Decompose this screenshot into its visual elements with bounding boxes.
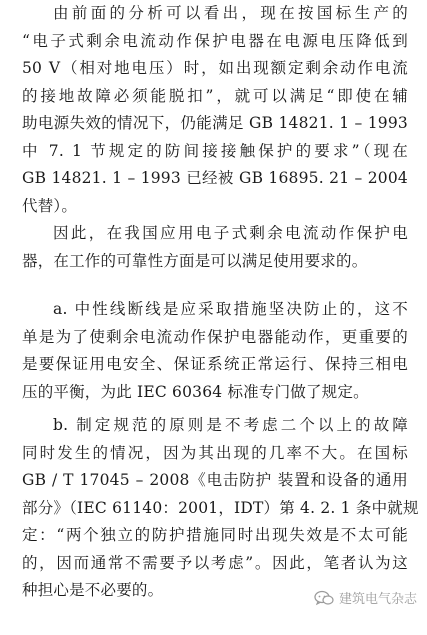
text-line: 是要保证用电安全、保证系统正常运行、保持三相电 bbox=[22, 355, 408, 373]
text-line: 定：“两个独立的防护措施同时出现失效是不太可能 bbox=[22, 526, 408, 544]
paragraph-2 bbox=[22, 220, 408, 275]
text-line: 中 7. 1 节规定的防间接接触保护的要求”（现在 bbox=[22, 141, 408, 160]
paragraph-a bbox=[22, 296, 408, 406]
wechat-official-account-icon bbox=[314, 590, 334, 606]
text-line: 种担心是不必要的。 bbox=[22, 581, 164, 599]
text-line: 50 V（相对地电压）时，如出现额定剩余动作电流 bbox=[22, 59, 408, 77]
section-bottom bbox=[22, 296, 419, 605]
text-line: 由前面的分析可以看出，现在按国标生产的 bbox=[53, 4, 408, 22]
text-line: 代替）。 bbox=[22, 196, 78, 215]
watermark-text: 建筑电气杂志 bbox=[338, 592, 417, 607]
text-line: 因此，在我国应用电子式剩余电流动作保护电 bbox=[53, 224, 408, 242]
text-line: 器，在工作的可靠性方面是可以满足使用要求的。 bbox=[22, 251, 368, 270]
text-line: a. 中性线断线是应采取措施坚决防止的，这不 bbox=[53, 300, 408, 318]
text-line: “电子式剩余电流动作保护电器在电源电压降低到 bbox=[22, 31, 408, 50]
text-line: 压的平衡，为此 IEC 60364 标准专门做了规定。 bbox=[22, 382, 369, 401]
text-line: GB / T 17045 – 2008《电击防护 装置和设备的通用 bbox=[22, 471, 408, 489]
text-line: GB 14821. 1 – 1993 已经被 GB 16895. 21 – 2004 bbox=[22, 169, 408, 187]
text-line: b. 制定规范的原则是不考虑二个以上的故障 bbox=[53, 416, 408, 434]
section-top bbox=[22, 0, 408, 275]
text-line: 的，因而通常不需要予以考虑”。因此，笔者认为这 bbox=[22, 553, 408, 572]
text-line: 单是为了使剩余电流动作保护电器能动作，更重要的 bbox=[22, 327, 408, 346]
text-line: 助电源失效的情况下，仍能满足 GB 14821. 1 – 1993 bbox=[22, 114, 408, 132]
paragraph-1 bbox=[22, 0, 408, 220]
paragraph-b bbox=[22, 412, 419, 605]
text-line: 部分》（IEC 61140：2001，IDT）第 4. 2. 1 条中就规 bbox=[22, 498, 419, 517]
text-line: 同时发生的情况，因为其出现的几率不大。在国标 bbox=[22, 443, 408, 462]
text-line: 的接地故障必须能脱扣”，就可以满足“即使在辅 bbox=[22, 86, 408, 105]
watermark bbox=[314, 588, 417, 607]
